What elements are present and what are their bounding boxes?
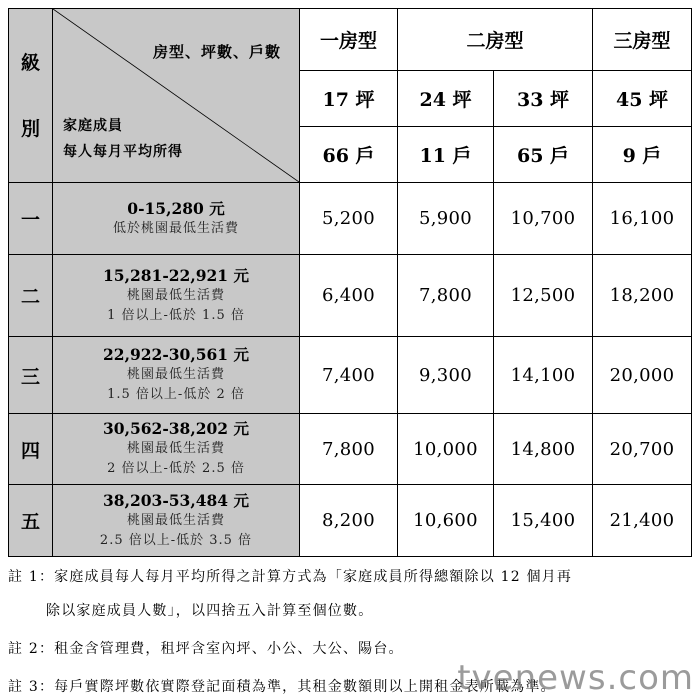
rent-value: 18,200 (593, 255, 692, 337)
income-note: 桃園最低生活費 (126, 287, 225, 303)
income-cell (53, 337, 300, 414)
income-cell (53, 485, 300, 557)
units-cell: 66 戶 (300, 127, 398, 183)
rent-value: 5,900 (398, 183, 494, 255)
income-note: 2.5 倍以上-低於 3.5 倍 (99, 532, 253, 548)
rent-value: 21,400 (593, 485, 692, 557)
table-row (9, 183, 692, 255)
rent-value: 7,400 (300, 337, 398, 414)
rent-value: 16,100 (593, 183, 692, 255)
income-note: 桃園最低生活費 (126, 512, 225, 528)
room-type-2: 二房型 (398, 9, 593, 71)
rent-value: 10,000 (398, 414, 494, 485)
rent-value: 7,800 (398, 255, 494, 337)
table-row (9, 255, 692, 337)
level-cell: 五 (9, 485, 53, 557)
rent-value: 7,800 (300, 414, 398, 485)
rent-value: 5,200 (300, 183, 398, 255)
income-cell (53, 414, 300, 485)
rent-value: 6,400 (300, 255, 398, 337)
table-row (9, 337, 692, 414)
rent-value: 12,500 (494, 255, 593, 337)
note-3: 註 3：每戶實際坪數依實際登記面積為準，其租金數額則以上開租金表所載為準。 (8, 679, 556, 695)
table-row (9, 414, 692, 485)
income-range: 0-15,280 元 (127, 198, 225, 218)
rent-value: 14,800 (494, 414, 593, 485)
income-note: 低於桃園最低生活費 (112, 220, 239, 236)
size-cell: 33 坪 (494, 71, 593, 127)
level-header (9, 9, 53, 183)
units-cell: 65 戶 (494, 127, 593, 183)
rent-value: 10,700 (494, 183, 593, 255)
note-1-line-2: 除以家庭成員人數」，以四捨五入計算至個位數。 (46, 603, 374, 619)
diag-bottom-line2: 每人每月平均所得 (63, 144, 183, 160)
rent-value: 14,100 (494, 337, 593, 414)
rent-table (8, 8, 692, 557)
diag-bottom-label (63, 113, 183, 165)
income-note: 1.5 倍以上-低於 2 倍 (107, 387, 245, 402)
income-note: 桃園最低生活費 (126, 367, 225, 382)
rent-value: 20,700 (593, 414, 692, 485)
income-range: 15,281-22,921 元 (103, 265, 249, 285)
rent-value: 9,300 (398, 337, 494, 414)
note-1-line-1: 註 1：家庭成員每人每月平均所得之計算方式為「家庭成員所得總額除以 12 個月再 (8, 569, 573, 585)
rent-value: 10,600 (398, 485, 494, 557)
room-type-3: 三房型 (593, 9, 692, 71)
watermark: tvenews.com (457, 658, 694, 698)
rent-value: 15,400 (494, 485, 593, 557)
rent-value: 20,000 (593, 337, 692, 414)
income-note: 桃園最低生活費 (126, 441, 225, 456)
income-range: 30,562-38,202 元 (103, 419, 249, 438)
diagonal-header (53, 9, 300, 183)
income-cell (53, 183, 300, 255)
rent-value: 8,200 (300, 485, 398, 557)
diag-bottom-line1: 家庭成員 (63, 118, 123, 134)
income-range: 38,203-53,484 元 (103, 490, 249, 510)
level-cell: 一 (9, 183, 53, 255)
level-cell: 二 (9, 255, 53, 337)
level-cell: 四 (9, 414, 53, 485)
note-2: 註 2：租金含管理費，租坪含室內坪、小公、大公、陽台。 (8, 641, 404, 657)
income-cell (53, 255, 300, 337)
level-header-text: 級 別 (20, 51, 40, 140)
size-cell: 45 坪 (593, 71, 692, 127)
table-row (9, 485, 692, 557)
size-cell: 24 坪 (398, 71, 494, 127)
room-type-1: 一房型 (300, 9, 398, 71)
size-cell: 17 坪 (300, 71, 398, 127)
income-note: 1 倍以上-低於 1.5 倍 (107, 307, 245, 323)
diag-top-label: 房型、坪數、戶數 (152, 43, 281, 61)
level-cell: 三 (9, 337, 53, 414)
units-cell: 11 戶 (398, 127, 494, 183)
units-cell: 9 戶 (593, 127, 692, 183)
income-note: 2 倍以上-低於 2.5 倍 (107, 461, 245, 476)
income-range: 22,922-30,561 元 (103, 345, 249, 364)
